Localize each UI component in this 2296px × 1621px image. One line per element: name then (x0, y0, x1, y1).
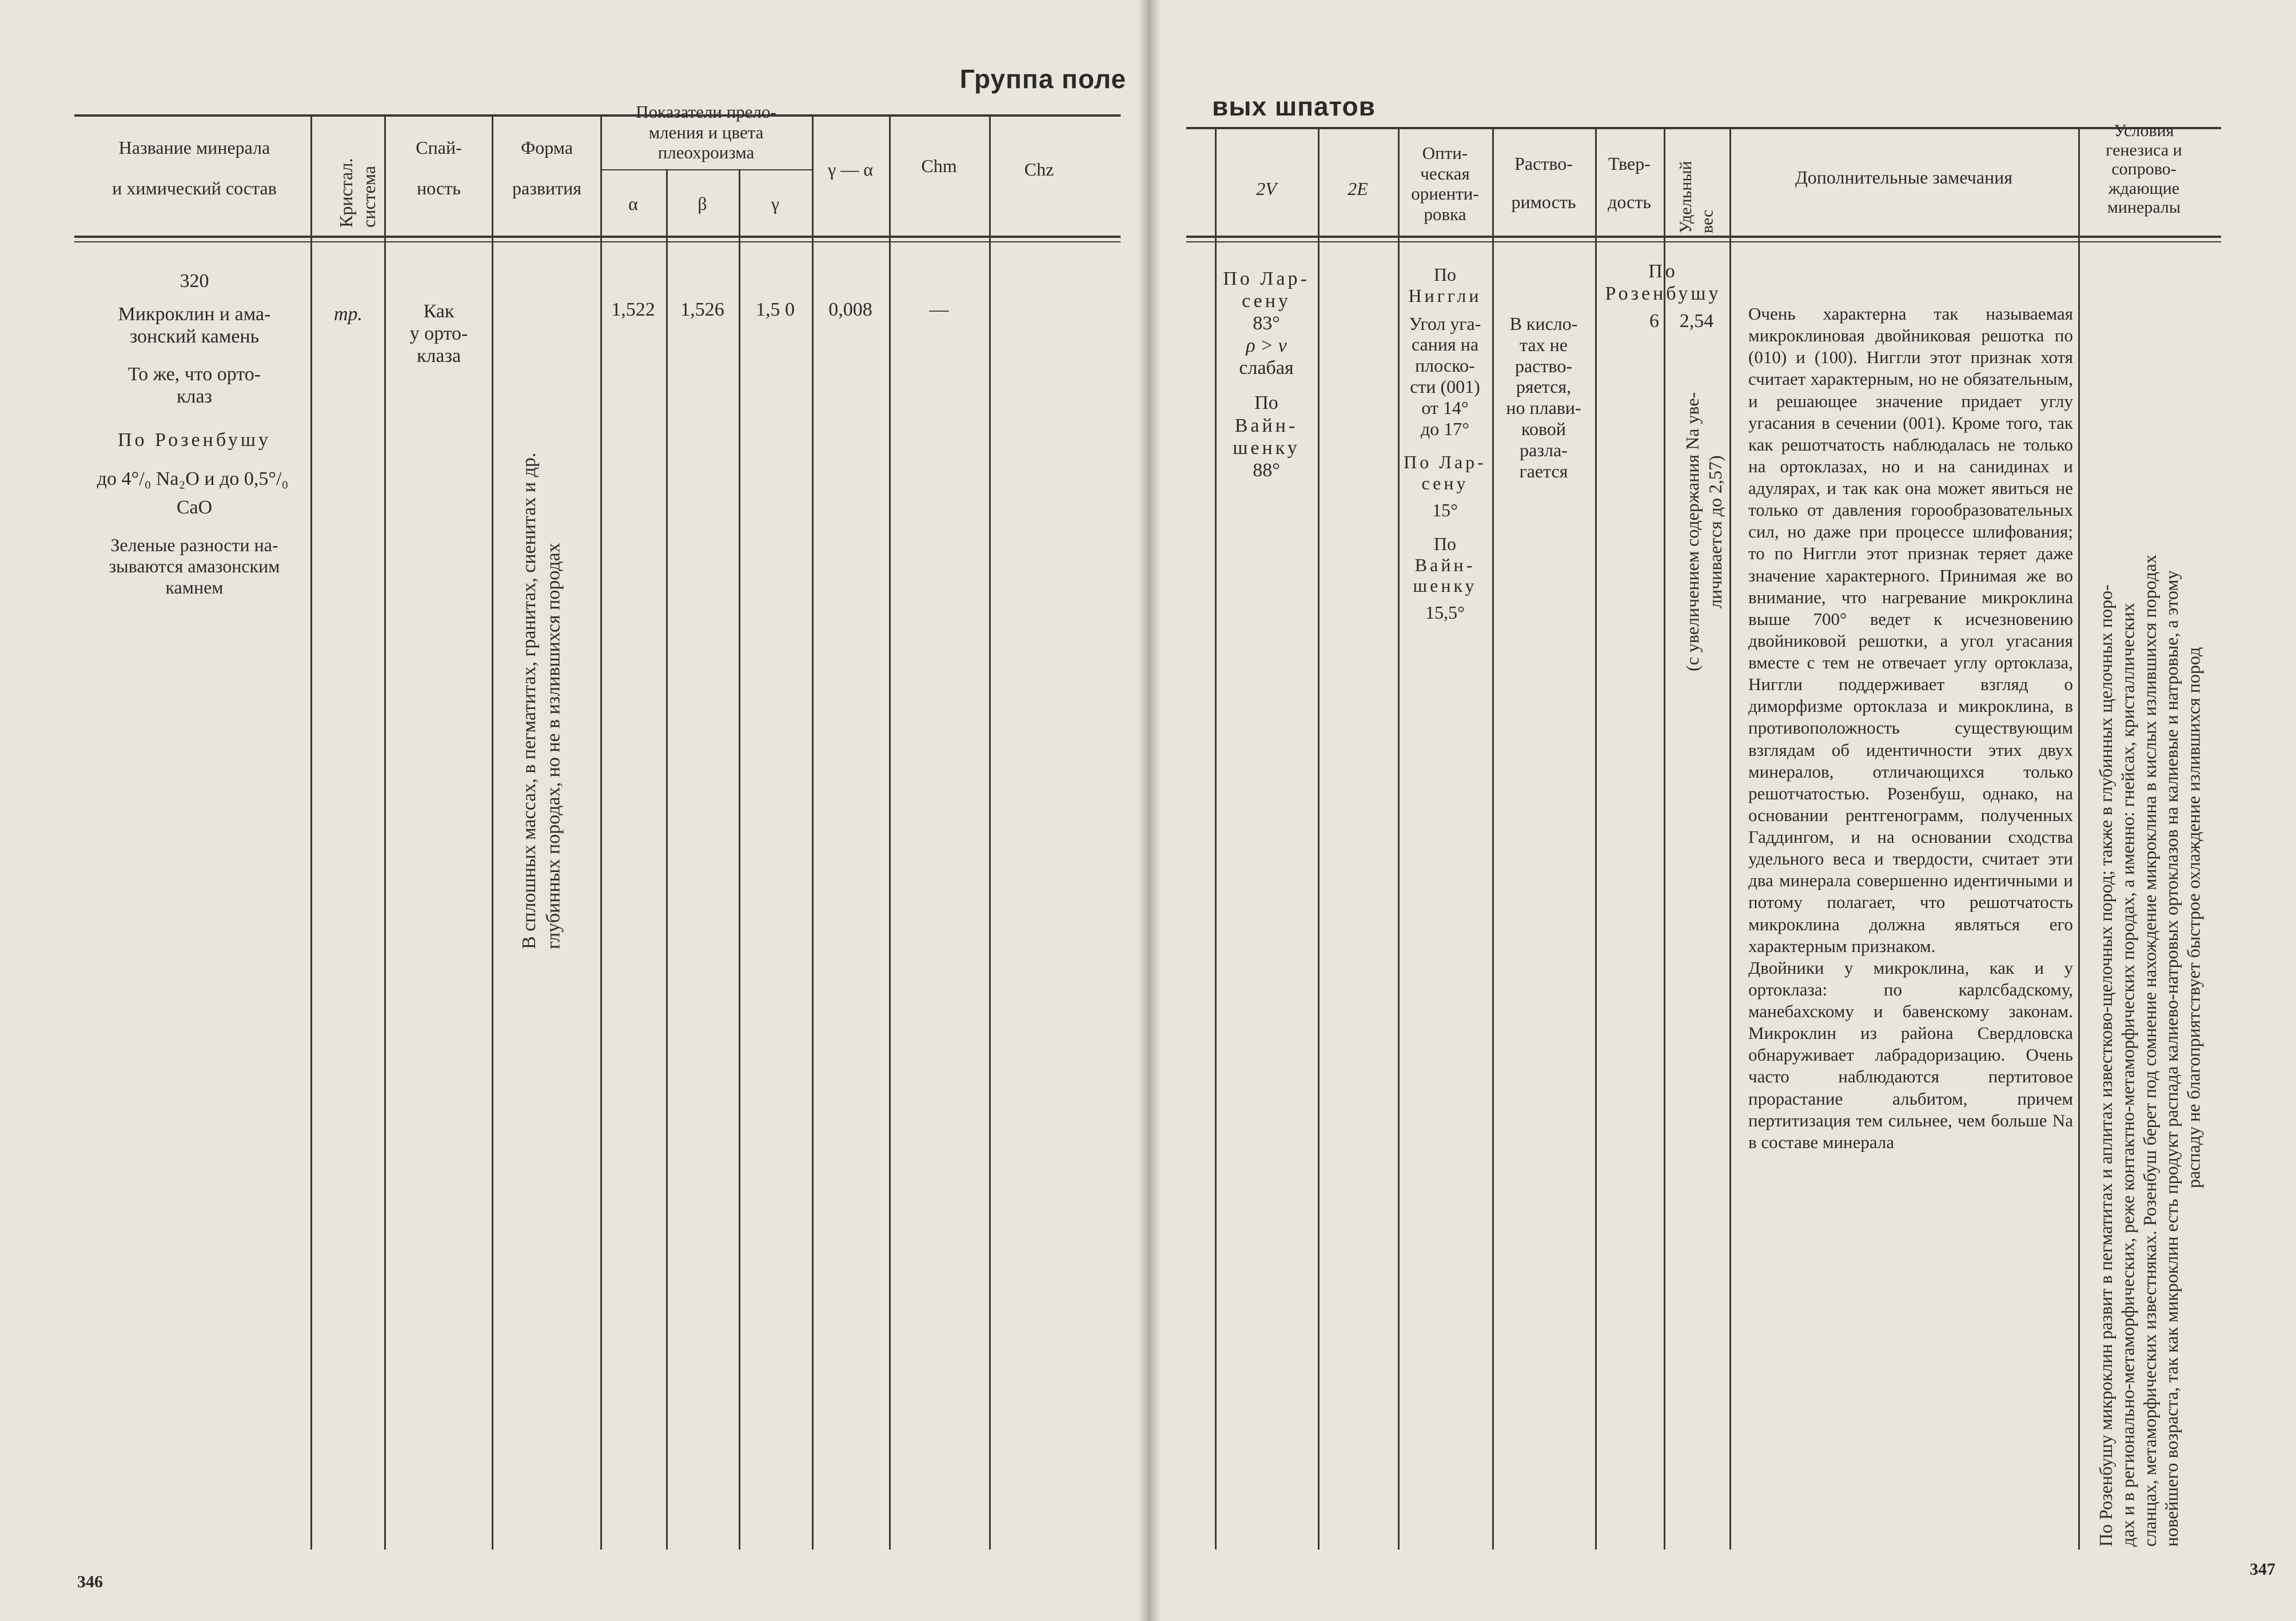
header-hardness: Твер- дость (1608, 153, 1651, 212)
header-remarks: Дополнительные замечания (1795, 167, 2013, 188)
page-number-left: 346 (77, 1572, 103, 1591)
col-rule (666, 169, 668, 1550)
mineral-number: 320 (180, 270, 209, 292)
mineral-name: Микроклин и ама- зонский камень (118, 304, 271, 348)
beta-value: 1,526 (680, 299, 724, 320)
cleavage-value: Как у орто- клаза (409, 301, 468, 367)
gamma-value: 1,5 0 (756, 299, 795, 320)
alpha-value: 1,522 (611, 299, 655, 320)
by-rosenbusch: По Розенбушу (117, 429, 272, 451)
header-genesis: Условия генезиса и сопрово- ждающие минералы (2106, 121, 2182, 217)
header-alpha: α (628, 193, 638, 214)
col-rule (989, 114, 991, 1550)
rule-left-below-header (74, 241, 1121, 242)
col-rule (1729, 127, 1731, 1550)
hardness-value: 6 (1649, 310, 1659, 332)
col-rule (310, 114, 312, 1550)
chm-value: — (929, 299, 949, 320)
header-name: Название минерала и химический состав (112, 137, 277, 198)
header-orientation: Опти- ческая ориенти- ровка (1411, 143, 1479, 224)
specific-gravity-note: (с увеличением содержания Na уве- личивается до 2,57) (1682, 392, 1725, 672)
header-2e: 2E (1348, 178, 1368, 199)
rule-left-top (74, 114, 1121, 117)
col-rule (600, 114, 602, 1550)
page-title-right: вых шпатов (1212, 91, 1376, 121)
col-rule (812, 114, 814, 1550)
col-rule (1664, 127, 1665, 1550)
col-rule (2078, 127, 2080, 1550)
rule-left-sub (600, 169, 812, 170)
header-form: Форма развития (512, 137, 581, 198)
header-chz: Chz (1024, 159, 1054, 180)
col-rule (1595, 127, 1597, 1550)
birefringence-value: 0,008 (828, 299, 872, 320)
page-title-left: Группа поле (959, 64, 1126, 94)
col-rule (889, 114, 891, 1550)
col-rule (739, 169, 740, 1550)
form-value: В сплошных массах, в пегматитах, гранитах, сиенитах и др. глубинных породах, но не в излившихся породах (519, 452, 564, 949)
header-refraction: Показатели прело- мления и цвета плеохроизма (636, 102, 776, 163)
book-spine (1138, 0, 1161, 1621)
specific-gravity-value: 2,54 (1679, 310, 1714, 332)
hardness-source: По Розенбушу (1605, 261, 1721, 305)
rule-right-top (1186, 127, 2221, 129)
rule-right-header-bottom (1186, 236, 2221, 238)
rule-right-below-header (1186, 241, 2221, 242)
same-as-orthoclase: То же, что орто- клаз (127, 364, 261, 408)
left-page (0, 0, 1143, 1621)
crystal-system-value: тр. (333, 304, 363, 325)
header-specific-gravity: Удельный вес (1676, 161, 1717, 233)
page-number-right: 347 (2250, 1560, 2275, 1579)
header-gamma: γ (771, 193, 780, 214)
green-variety-note: Зеленые разности на- зываются амазонским камнем (109, 535, 280, 598)
genesis-text: По Розенбушу микроклин развит в пегматитах и аплитах известково-щелочных пород; также в глубинных щелочных поро- дах и в регионально-метаморфических, реже контактно-метаморфических породах, а именно: гнейсах, кристаллических сланцах, метаморфических известняках. Розенбуш берет под сомнение нахождение микроклина в кислых излившихся породах новейшего возраста, так как микроклин есть продукт распада калиево-натровых ортоклазов на калиевые и натровые, а этому распаду не благоприятствует быстрое охлаждение излившихся пород (2095, 554, 2204, 1547)
header-cleavage: Спай- ность (416, 137, 462, 198)
header-crystal-system: Кристал. система (336, 158, 379, 228)
two-v-value: По Лар- сену 83° ρ > v слабая По Вайн- шенку 88° (1223, 268, 1310, 481)
header-chm: Chm (921, 156, 957, 176)
col-rule (1318, 127, 1320, 1550)
rule-left-header-bottom (74, 236, 1121, 238)
header-birefringence: γ — α (828, 159, 873, 180)
header-solubility: Раство- римость (1511, 153, 1576, 212)
header-beta: β (697, 193, 707, 214)
composition-cao: CaO (176, 497, 213, 518)
solubility-value: В кисло- тах не раство- ряется, но плави- ковой разла- гается (1506, 313, 1581, 481)
header-2v: 2V (1256, 178, 1277, 199)
composition: до 4°/₀ Na₂O и до 0,5°/₀ (97, 468, 289, 489)
remarks-text: Очень характерна так называемая микроклиновая двойниковая решотка по (010) и (100). Ниггли этот признак хотя считает характерным, но не обязательным, и решающее значение придает углу угасания в сечении (001). Кроме того, так как решотчатость наблюдалась не только на ортоклазах, но и на санидинах и адулярах, и так как она может явиться не только от давления горообразовательных сил, но даже при процессе шлифования; то по Ниггли этот признак теряет даже значение характерного. Принимая же во внимание, что нагревание микроклина выше 700° ведет к исчезновению двойниковой решотки, а угол угасания вместе с тем не отвечает углу ортоклаза, Ниггли поддерживает взгляд о диморфизме ортоклаза и микроклина, в противоположность существующим взглядам об идентичности этих двух минералов, отличающихся только решотчатостью. Розенбуш, однако, на основании рентгенограмм, полученных Гаддингом, и на основании сходства удельного веса и твердости, считает эти два минерала совершенно идентичными и потому полагает, что решотчатость микроклина должна являться его характерным признаком. Двойники у микроклина, как и у ортоклаза: по карлсбадскому, манебахскому и бавенскому законам. Микроклин из района Свердловска обнаруживает лабрадоризацию. Очень часто наблюдаются пертитовое прорастание альбитом, причем пертитизация тем сильнее, чем больше Na в составе минерала (1748, 304, 2073, 1152)
orientation-value: По Ниггли Угол уга- сания на плоско- сти (001) от 14° до 17° По Лар- сену 15° По Вайн- шенку 15,5° (1404, 264, 1486, 623)
col-rule (492, 114, 493, 1550)
